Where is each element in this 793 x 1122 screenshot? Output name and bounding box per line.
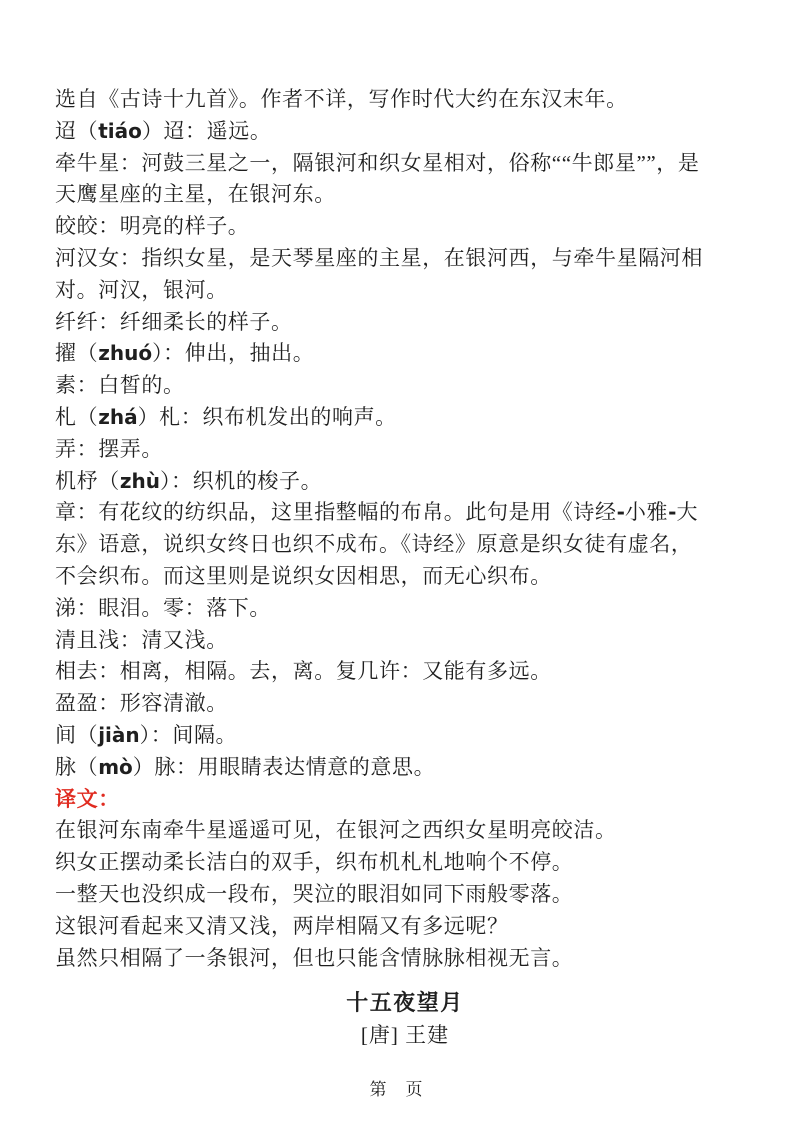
annotation-line (55, 116, 755, 148)
annotation-line (55, 338, 755, 370)
annotation-line (55, 656, 755, 688)
annotation-line (55, 243, 755, 275)
annotation-text: 涕：眼泪。零：落下。 (55, 595, 271, 620)
annotation-line (55, 561, 755, 593)
pinyin-text: mò (98, 754, 133, 779)
annotation-text: 皎皎：明亮的样子。 (55, 214, 250, 239)
annotation-text: ）札：织布机发出的响声。 (137, 404, 397, 429)
annotation-text: 不会织布。而这里则是说织女因相思，而无心织布。 (55, 563, 552, 588)
annotation-line (55, 275, 755, 307)
annotation-text: 擢（ (55, 341, 99, 366)
page-footer (0, 1075, 793, 1100)
translation-line: 织女正摆动柔长洁白的双手，织布机札札地响个不停。 (55, 850, 574, 875)
annotation-text: 对。河汉，银河。 (55, 277, 228, 302)
annotation-line (55, 720, 755, 752)
annotation-text: ）迢：遥远。 (141, 118, 272, 143)
translation-section (55, 815, 755, 974)
annotation-line (55, 466, 755, 498)
annotation-text: 天鹰星座的主星，在银河东。 (55, 182, 336, 207)
annotation-text: 选自《古诗十九首》。作者不详，写作时代大约在东汉末年。 (55, 87, 628, 111)
translation-heading: 译文： (55, 786, 120, 811)
annotation-line (55, 625, 755, 657)
pinyin-text: - (668, 500, 677, 525)
annotation-text: ）脉：用眼睛表达情意的意思。 (132, 754, 436, 779)
annotation-line (55, 497, 755, 529)
annotation-line (55, 307, 755, 339)
translation-line: 一整天也没织成一段布，哭泣的眼泪如同下雨般零落。 (55, 881, 574, 906)
pinyin-text: zhuó (98, 341, 153, 366)
annotations-section (55, 84, 755, 784)
annotation-line (55, 593, 755, 625)
annotation-line (55, 148, 755, 180)
pinyin-text: zhá (98, 404, 138, 429)
annotation-line (55, 84, 755, 116)
annotation-text: 大 (676, 500, 699, 525)
pinyin-text: zhù (119, 468, 160, 493)
annotation-line (55, 752, 755, 784)
annotation-text: 清且浅：清又浅。 (55, 627, 228, 652)
annotation-text: 盈盈：形容清澈。 (55, 691, 228, 716)
annotation-text: 间（ (55, 722, 99, 747)
translation-line: 在银河东南牵牛星遥遥可见，在银河之西织女星明亮皎洁。 (55, 818, 617, 843)
annotation-text: ）：织机的梭子。 (159, 468, 323, 493)
annotation-line (55, 179, 755, 211)
annotation-line (55, 370, 755, 402)
annotation-text: 牵牛星：河鼓三星之一，隔银河和织女星相对，俗称““牛郎星””，是 (55, 150, 700, 175)
annotation-text: 迢（ (55, 118, 99, 143)
pinyin-text: jiàn (98, 722, 140, 747)
annotation-line (55, 688, 755, 720)
pinyin-text: - (616, 500, 625, 525)
annotation-text: 脉（ (55, 754, 99, 779)
annotation-text: 章：有花纹的纺织品，这里指整幅的布帛。此句是用《诗经 (55, 500, 617, 525)
annotation-text: 纤纤：纤细柔长的样子。 (55, 309, 293, 334)
annotation-text: 素：白皙的。 (55, 373, 185, 398)
annotation-text: 弄：摆弄。 (55, 436, 163, 461)
annotation-text: 东》语意，说织女终日也织不成布。《诗经》原意是织女徒有虚名， (55, 532, 693, 557)
page-content (55, 84, 755, 1051)
annotation-line (55, 529, 755, 561)
translation-line: 这银河看起来又清又浅，两岸相隔又有多远呢？ (55, 913, 509, 938)
poem-author: [唐] 王建 (360, 1023, 450, 1048)
annotation-text: ）：伸出，抽出。 (152, 341, 315, 366)
pinyin-text: tiáo (98, 118, 142, 143)
annotation-line (55, 211, 755, 243)
annotation-text: 札（ (55, 404, 99, 429)
page-number-label: 第 页 (369, 1080, 424, 1099)
annotation-text: 机杼（ (55, 468, 120, 493)
annotation-text: 小雅 (624, 500, 669, 525)
annotation-text: ）：间隔。 (139, 722, 238, 747)
annotation-text: 河汉女：指织女星，是天琴星座的主星，在银河西，与牵牛星隔河相 (55, 245, 703, 270)
annotation-text: 相去：相离，相隔。去，离。复几许：又能有多远。 (55, 659, 552, 684)
annotation-line (55, 402, 755, 434)
poem-title: 十五夜望月 (346, 990, 464, 1016)
annotation-line (55, 434, 755, 466)
translation-line: 虽然只相隔了一条银河，但也只能含情脉脉相视无言。 (55, 945, 574, 970)
